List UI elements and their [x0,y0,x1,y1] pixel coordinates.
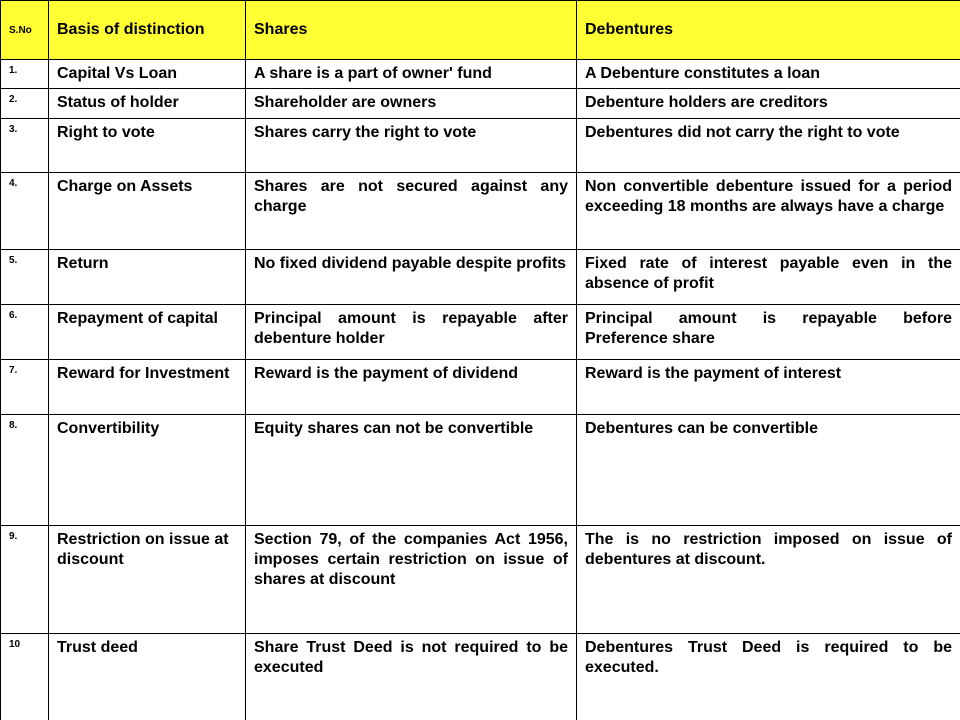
header-row [1,1,960,60]
header-basis: Basis of distinction [49,1,246,60]
row-sno: 9. [1,526,49,634]
row-debentures: Fixed rate of interest payable even in the absence of profit [577,250,960,305]
row-basis: Convertibility [49,415,246,526]
table-row [1,360,960,415]
row-shares: Shares are not secured against any charge [246,173,577,250]
row-basis: Return [49,250,246,305]
table-row [1,250,960,305]
header-debentures: Debentures [577,1,960,60]
table-row [1,60,960,89]
row-debentures: Reward is the payment of interest [577,360,960,415]
table-row [1,415,960,526]
row-sno: 8. [1,415,49,526]
row-debentures: Principal amount is repayable before Preference share [577,305,960,360]
row-shares: Reward is the payment of dividend [246,360,577,415]
row-sno: 2. [1,89,49,119]
row-shares: Shareholder are owners [246,89,577,119]
row-shares: A share is a part of owner' fund [246,60,577,89]
row-sno: 6. [1,305,49,360]
table-row [1,526,960,634]
row-sno: 4. [1,173,49,250]
table-row [1,89,960,119]
row-basis: Restriction on issue at discount [49,526,246,634]
row-sno: 7. [1,360,49,415]
row-basis: Trust deed [49,634,246,720]
row-shares: Shares carry the right to vote [246,119,577,173]
row-sno: 5. [1,250,49,305]
row-shares: Section 79, of the companies Act 1956, imposes certain restriction on issue of shares at discount [246,526,577,634]
table-row [1,119,960,173]
row-debentures: A Debenture constitutes a loan [577,60,960,89]
row-debentures: Debentures can be convertible [577,415,960,526]
table-row [1,173,960,250]
row-debentures: Debenture holders are creditors [577,89,960,119]
row-debentures: Non convertible debenture issued for a period exceeding 18 months are always have a charge [577,173,960,250]
row-sno: 10 [1,634,49,720]
header-sno: S.No [1,1,49,60]
row-shares: Share Trust Deed is not required to be executed [246,634,577,720]
header-shares: Shares [246,1,577,60]
row-basis: Reward for Investment [49,360,246,415]
table-row [1,634,960,720]
table-row [1,305,960,360]
row-basis: Right to vote [49,119,246,173]
row-shares: Equity shares can not be convertible [246,415,577,526]
row-basis: Charge on Assets [49,173,246,250]
row-debentures: Debentures Trust Deed is required to be executed. [577,634,960,720]
row-debentures: Debentures did not carry the right to vote [577,119,960,173]
row-sno: 3. [1,119,49,173]
row-basis: Capital Vs Loan [49,60,246,89]
row-shares: No fixed dividend payable despite profits [246,250,577,305]
row-basis: Repayment of capital [49,305,246,360]
row-sno: 1. [1,60,49,89]
row-debentures: The is no restriction imposed on issue of debentures at discount. [577,526,960,634]
row-basis: Status of holder [49,89,246,119]
row-shares: Principal amount is repayable after debenture holder [246,305,577,360]
